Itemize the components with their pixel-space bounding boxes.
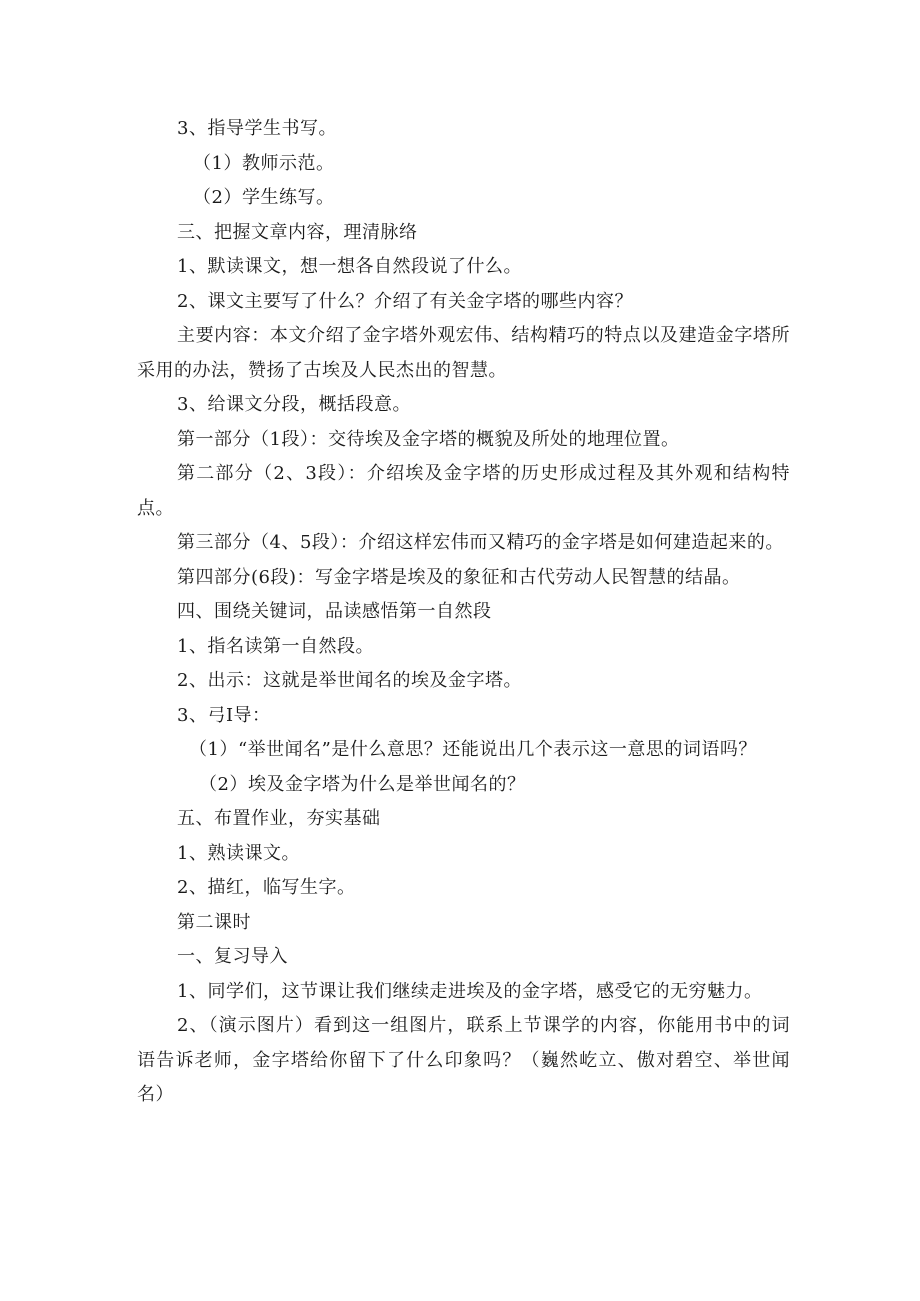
question-why-famous: （2）埃及金字塔为什么是举世闻名的？	[199, 773, 526, 795]
step-guide: 3、弓I导：	[177, 704, 271, 726]
second-lesson-heading: 第二课时	[177, 911, 251, 933]
step-silent-reading: 1、默读课文，想一想各自然段说了什么。	[177, 256, 522, 277]
review-heading: 一、复习导入	[177, 946, 288, 967]
section-heading-3: 三、把握文章内容，理清脉络	[177, 221, 418, 243]
step-divide-sections: 3、给课文分段，概括段意。	[177, 394, 411, 415]
review-pictures: 2、（演示图片）看到这一组图片，联系上节课学的内容，你能用书中的词语告诉老师，金字塔给你留下了什么印象吗？（巍然屹立、傲对碧空、举世闻名）	[137, 1015, 790, 1105]
review-intro: 1、同学们，这节课让我们继续走进埃及的金字塔，感受它的无穷魅力。	[177, 980, 763, 1002]
homework-copy: 2、描红，临写生字。	[177, 877, 356, 898]
section-heading-4: 四、围绕关键词，品读感悟第一自然段	[177, 601, 492, 622]
part-three: 第三部分（4、5段）：介绍这样宏伟而又精巧的金字塔是如何建造起来的。	[177, 532, 784, 553]
step-show-sentence: 2、出示：这就是举世闻名的埃及金字塔。	[177, 670, 522, 691]
section-heading-5: 五、布置作业，夯实基础	[177, 808, 381, 829]
step-read-paragraph-one: 1、指名读第一自然段。	[177, 635, 374, 657]
part-one: 第一部分（1段）：交待埃及金字塔的概貌及所处的地理位置。	[177, 428, 680, 450]
homework-read: 1、熟读课文。	[177, 842, 300, 864]
part-four: 第四部分(6段)：写金字塔是埃及的象征和古代劳动人民智慧的结晶。	[177, 566, 741, 588]
main-content-paragraph: 主要内容：本文介绍了金字塔外观宏伟、结构精巧的特点以及建造金字塔所采用的办法，赞扬了古埃及人民杰出的智慧。	[137, 325, 790, 381]
substep-teacher-demo: （1）教师示范。	[193, 152, 335, 174]
substep-student-practice: （2）学生练写。	[193, 187, 335, 208]
step-guide-writing: 3、指导学生书写。	[177, 118, 337, 139]
document-body	[137, 112, 790, 1113]
question-famous-meaning: （1）“举世闻名”是什么意思？还能说出几个表示这一意思的词语吗？	[189, 739, 757, 760]
part-two: 第二部分（2、3段）：介绍埃及金字塔的历史形成过程及其外观和结构特点。	[137, 463, 790, 519]
step-main-content-question: 2、课文主要写了什么？介绍了有关金字塔的哪些内容？	[177, 290, 633, 312]
